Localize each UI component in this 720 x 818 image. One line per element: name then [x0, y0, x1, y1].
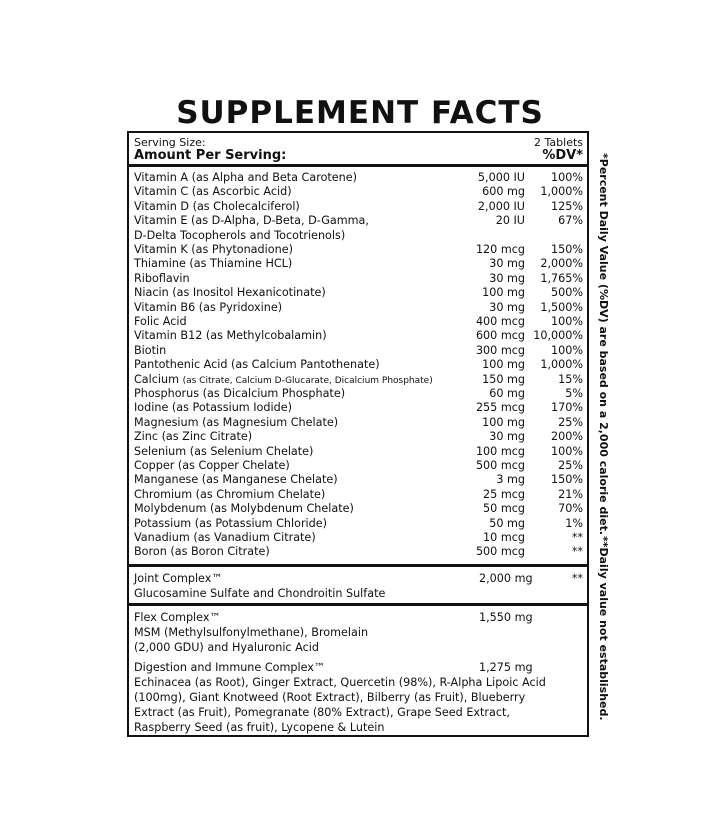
nutrient-name: Pantothenic Acid (as Calcium Pantothenate)	[134, 358, 380, 372]
nutrient-name: Riboflavin	[134, 271, 190, 285]
nutrient-dv: 2,000%	[540, 257, 583, 271]
nutrient-dv: 150%	[551, 243, 583, 256]
nutrient-amount: 500 mcg	[475, 545, 525, 559]
nutrient-dv: 70%	[558, 502, 583, 516]
nutrient-amount: 30 mg	[489, 271, 525, 285]
nutrient-dv: **	[571, 531, 583, 544]
nutrient-row	[134, 530, 583, 545]
nutrient-dv: 100%	[551, 343, 583, 357]
nutrient-name: Vitamin B12 (as Methylcobalamin)	[134, 329, 327, 343]
nutrient-name: Niacin (as Inositol Hexanicotinate)	[134, 286, 326, 300]
digestion-complex-title: Digestion and Immune Complex™	[134, 661, 326, 674]
nutrient-row	[134, 372, 583, 387]
nutrient-row	[134, 544, 583, 559]
amount-per-serving-row	[134, 148, 583, 163]
nutrient-dv: 1,500%	[540, 300, 583, 314]
nutrient-row	[134, 487, 583, 502]
nutrient-name: Thiamine (as Thiamine HCL)	[134, 257, 293, 271]
nutrient-name: Calcium (as Citrate, Calcium D-Glucarate, Dicalcium Phosphate)	[134, 372, 433, 386]
nutrient-dv: 25%	[558, 415, 583, 429]
nutrient-amount: 255 mcg	[475, 401, 525, 415]
nutrient-amount: 30 mg	[489, 430, 525, 444]
percent-dv-footnote: *Percent Daily Value (%DV) are based on a 2,000 calorie diet.	[597, 153, 610, 536]
nutrient-dv: 1%	[565, 516, 583, 530]
digestion-complex-ingredients-4: Raspberry Seed (as fruit), Lycopene & Lutein	[134, 721, 385, 734]
nutrient-name: Zinc (as Zinc Citrate)	[134, 430, 253, 444]
nutrient-amount: 5,000 IU	[477, 171, 525, 184]
nutrient-amount: 100 mg	[482, 415, 525, 429]
joint-complex-title: Joint Complex™	[134, 572, 223, 585]
digestion-immune-complex	[134, 660, 583, 735]
supplement-facts-panel	[127, 131, 589, 737]
thick-divider	[129, 603, 587, 606]
nutrient-dv: 100%	[551, 315, 583, 328]
nutrient-source-detail: (as Citrate, Calcium D-Glucarate, Dicalcium Phosphate)	[182, 375, 433, 386]
joint-complex-dv: **	[571, 572, 583, 585]
nutrient-dv: 150%	[551, 473, 583, 487]
nutrient-name: Molybdenum (as Molybdenum Chelate)	[134, 502, 354, 516]
flex-complex-ingredients-1: MSM (Methylsulfonylmethane), Bromelain	[134, 626, 369, 639]
nutrient-amount: 100 mg	[482, 286, 525, 300]
nutrient-row	[134, 314, 583, 329]
nutrient-amount: 60 mg	[489, 387, 525, 400]
nutrient-dv: 25%	[558, 459, 583, 472]
nutrient-amount: 500 mcg	[475, 459, 525, 472]
nutrient-amount: 20 IU	[495, 214, 525, 228]
nutrient-amount: 600 mcg	[475, 329, 525, 343]
nutrient-amount: 100 mcg	[475, 444, 525, 458]
digestion-complex-ingredients-3: Extract (as Fruit), Pomegranate (80% Extract), Grape Seed Extract,	[134, 706, 510, 719]
nutrient-row	[134, 501, 583, 516]
nutrient-dv: 1,000%	[540, 185, 583, 199]
nutrient-name: Selenium (as Selenium Chelate)	[134, 444, 314, 458]
digestion-complex-ingredients-1: Echinacea (as Root), Ginger Extract, Quercetin (98%), R-Alpha Lipoic Acid	[134, 676, 546, 689]
nutrient-dv: 125%	[551, 199, 583, 213]
nutrient-row	[134, 343, 583, 358]
thick-divider	[129, 164, 587, 167]
nutrient-dv: 200%	[551, 430, 583, 444]
dv-header: %DV*	[542, 148, 583, 163]
thick-divider	[129, 564, 587, 567]
nutrient-row	[134, 228, 583, 243]
nutrient-amount: 3 mg	[496, 473, 525, 487]
nutrient-name: Manganese (as Manganese Chelate)	[134, 473, 338, 487]
nutrient-row	[134, 516, 583, 531]
joint-complex	[134, 571, 583, 601]
nutrient-dv: 1,000%	[540, 358, 583, 372]
nutrient-amount: 30 mg	[489, 300, 525, 314]
serving-size-label: Serving Size:	[134, 136, 206, 149]
nutrient-row	[134, 300, 583, 315]
nutrient-name: Folic Acid	[134, 315, 187, 328]
nutrient-row	[134, 400, 583, 415]
daily-value-footnote: **Daily value not established.	[597, 536, 610, 721]
nutrient-dv: 67%	[558, 214, 583, 228]
nutrient-amount: 25 mcg	[483, 487, 525, 501]
nutrient-dv: 100%	[551, 171, 583, 184]
nutrient-row	[134, 444, 583, 459]
serving-size-value: 2 Tablets	[534, 136, 583, 149]
nutrient-dv: 21%	[558, 487, 583, 501]
nutrient-name: Boron (as Boron Citrate)	[134, 545, 270, 559]
nutrient-name: Phosphorus (as Dicalcium Phosphate)	[134, 387, 346, 400]
nutrient-name: Magnesium (as Magnesium Chelate)	[134, 415, 339, 429]
nutrient-name: Vitamin K (as Phytonadione)	[134, 243, 293, 256]
nutrient-amount: 50 mg	[489, 516, 525, 530]
nutrient-row	[134, 472, 583, 487]
nutrient-amount: 150 mg	[482, 372, 525, 386]
nutrient-name: Copper (as Copper Chelate)	[134, 459, 290, 472]
nutrient-dv: 170%	[551, 401, 583, 415]
nutrient-name: Vitamin A (as Alpha and Beta Carotene)	[134, 171, 358, 184]
nutrient-amount: 50 mcg	[483, 502, 525, 516]
nutrient-row	[134, 242, 583, 257]
nutrient-dv: 10,000%	[533, 329, 583, 343]
nutrient-row	[134, 415, 583, 430]
digestion-complex-ingredients-2: (100mg), Giant Knotweed (Root Extract), Bilberry (as Fruit), Blueberry	[134, 691, 526, 704]
nutrient-row	[134, 386, 583, 401]
nutrient-dv: 100%	[551, 444, 583, 458]
nutrient-name: Iodine (as Potassium Iodide)	[134, 401, 292, 415]
flex-complex-amount: 1,550 mg	[479, 611, 533, 624]
nutrient-amount: 100 mg	[482, 358, 525, 372]
nutrient-row	[134, 429, 583, 444]
amount-per-serving-label: Amount Per Serving:	[134, 148, 287, 163]
flex-complex	[134, 610, 583, 655]
flex-complex-title: Flex Complex™	[134, 611, 221, 624]
nutrient-amount: 2,000 IU	[477, 199, 525, 213]
nutrient-name: Vitamin B6 (as Pyridoxine)	[134, 300, 283, 314]
nutrient-dv: 500%	[551, 286, 583, 300]
joint-complex-amount: 2,000 mg	[479, 572, 533, 585]
nutrient-amount: 600 mg	[482, 185, 525, 199]
nutrient-name: Chromium (as Chromium Chelate)	[134, 487, 326, 501]
nutrient-name: D-Delta Tocopherols and Tocotrienols)	[134, 228, 346, 242]
nutrient-name: Vanadium (as Vanadium Citrate)	[134, 531, 316, 544]
nutrient-row	[134, 199, 583, 214]
nutrient-row	[134, 271, 583, 286]
nutrient-amount: 300 mcg	[475, 343, 525, 357]
nutrient-row	[134, 184, 583, 199]
nutrient-name: Vitamin E (as D-Alpha, D-Beta, D-Gamma,	[134, 214, 369, 228]
nutrient-row	[134, 213, 583, 228]
nutrient-name: Biotin	[134, 343, 167, 357]
nutrient-dv: 5%	[565, 387, 583, 400]
nutrient-amount: 10 mcg	[483, 531, 525, 544]
nutrient-row	[134, 328, 583, 343]
nutrient-name: Vitamin C (as Ascorbic Acid)	[134, 185, 292, 199]
joint-complex-ingredients: Glucosamine Sulfate and Chondroitin Sulfate	[134, 587, 386, 600]
digestion-complex-amount: 1,275 mg	[479, 661, 533, 674]
nutrient-name: Vitamin D (as Cholecalciferol)	[134, 199, 300, 213]
nutrient-dv: 15%	[558, 372, 583, 386]
flex-complex-ingredients-2: (2,000 GDU) and Hyaluronic Acid	[134, 641, 319, 654]
page-title: SUPPLEMENT FACTS	[176, 95, 544, 131]
nutrient-row	[134, 285, 583, 300]
nutrient-row	[134, 357, 583, 372]
nutrient-dv: 1,765%	[540, 271, 583, 285]
nutrient-amount: 120 mcg	[475, 243, 525, 256]
nutrient-amount: 30 mg	[489, 257, 525, 271]
nutrient-name: Potassium (as Potassium Chloride)	[134, 516, 328, 530]
nutrient-row	[134, 170, 583, 185]
nutrient-row	[134, 458, 583, 473]
nutrient-dv: **	[571, 545, 583, 559]
nutrient-amount: 400 mcg	[475, 315, 525, 328]
nutrient-row	[134, 256, 583, 271]
